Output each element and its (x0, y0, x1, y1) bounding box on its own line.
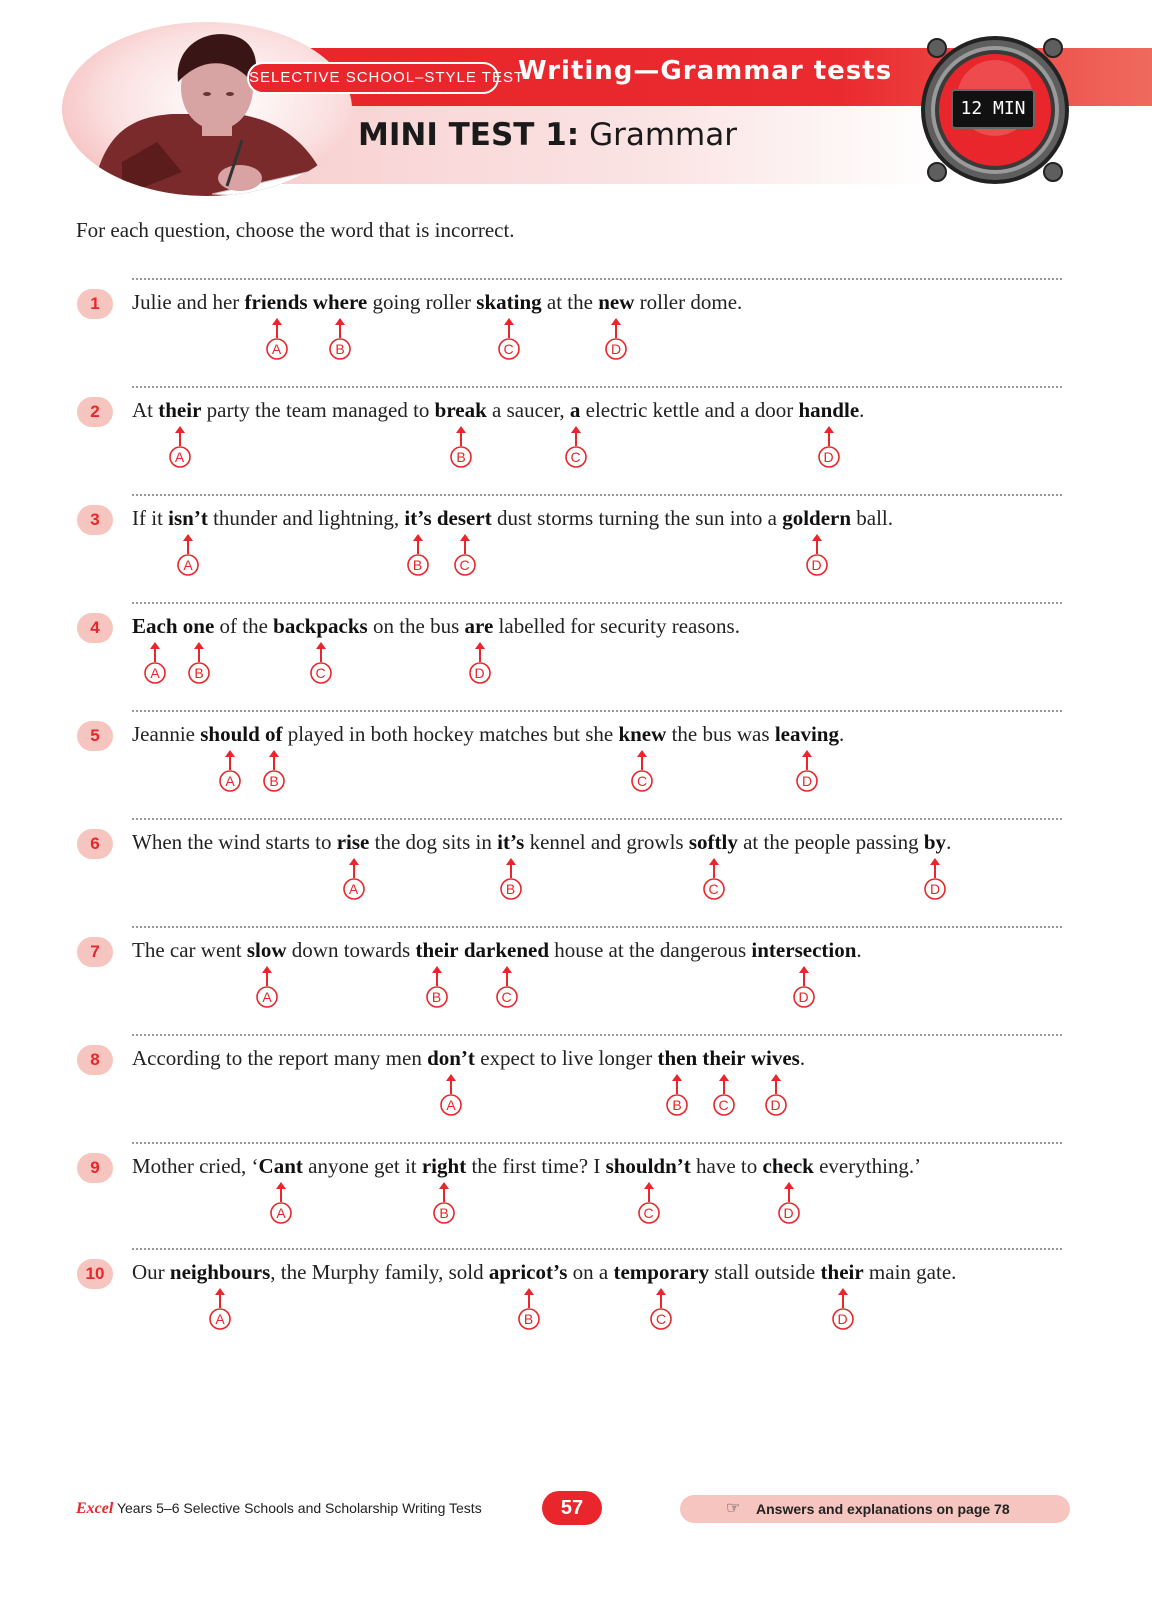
question-item (0, 926, 1152, 1034)
option-word-d[interactable]: wives (750, 1046, 800, 1070)
answers-reference-text: Answers and explanations on page 78 (756, 1501, 1010, 1517)
answer-marker-a[interactable] (177, 534, 201, 594)
sentence-text: everything.’ (813, 1154, 922, 1178)
option-word-a[interactable]: slow (246, 938, 287, 962)
answer-marker-d[interactable] (832, 1288, 856, 1348)
option-word-b[interactable]: then (657, 1046, 698, 1070)
option-letter: C (315, 665, 326, 681)
answer-marker-d[interactable] (605, 318, 629, 378)
option-word-b[interactable]: apricot’s (488, 1260, 568, 1284)
answer-marker-b[interactable] (500, 858, 524, 918)
option-word-c[interactable]: their (702, 1046, 746, 1070)
option-letter: D (811, 557, 822, 573)
dotted-divider (132, 494, 1062, 496)
sentence-text: ball. (851, 506, 894, 530)
dotted-divider (132, 278, 1062, 280)
option-word-b[interactable]: where (312, 290, 368, 314)
question-sentence (132, 827, 951, 857)
question-number: 10 (77, 1259, 113, 1289)
option-letter: C (643, 1205, 654, 1221)
option-word-d[interactable]: intersection (751, 938, 857, 962)
answer-marker-c[interactable] (565, 426, 589, 486)
question-sentence (132, 1151, 921, 1181)
sentence-text: on a (567, 1260, 614, 1284)
dotted-divider (132, 1034, 1062, 1036)
option-word-d[interactable]: goldern (782, 506, 852, 530)
question-item (0, 494, 1152, 602)
boy-writing-photo (62, 22, 352, 196)
answer-marker-c[interactable] (496, 966, 520, 1026)
answer-marker-c[interactable] (703, 858, 727, 918)
sentence-text: Mother cried, ‘ (132, 1154, 259, 1178)
page-number: 57 (542, 1491, 602, 1525)
sentence-text: electric kettle and a door (580, 398, 799, 422)
option-letter: C (503, 341, 514, 357)
option-letter: C (708, 881, 719, 897)
option-letter: A (276, 1205, 286, 1221)
dotted-divider (132, 1142, 1062, 1144)
answer-marker-a[interactable] (144, 642, 168, 702)
sentence-text: , the Murphy family, sold (270, 1260, 489, 1284)
page-title (358, 117, 737, 153)
option-letter: B (194, 665, 204, 681)
sentence-text: the dog sits in (369, 830, 498, 854)
question-item (0, 818, 1152, 926)
option-letter: D (837, 1311, 848, 1327)
option-letter: D (929, 881, 941, 897)
sentence-text: . (799, 1046, 806, 1070)
option-letter: B (672, 1097, 682, 1113)
option-letter: D (610, 341, 622, 357)
option-word-a[interactable]: Cant (258, 1154, 303, 1178)
book-title-text: Years 5–6 Selective Schools and Scholarship Writing Tests (113, 1500, 482, 1516)
question-item (0, 1142, 1152, 1250)
sentence-text: expect to live longer (474, 1046, 658, 1070)
sentence-text: down towards (286, 938, 416, 962)
answer-marker-c[interactable] (498, 318, 522, 378)
option-word-b[interactable]: break (434, 398, 487, 422)
answer-marker-c[interactable] (631, 750, 655, 810)
option-word-c[interactable]: knew (618, 722, 667, 746)
option-letter: C (636, 773, 648, 789)
question-item (0, 602, 1152, 710)
option-word-a[interactable]: rise (336, 830, 370, 854)
option-word-c[interactable]: darkened (463, 938, 550, 962)
sentence-text: on the bus (367, 614, 465, 638)
option-letter: C (459, 557, 470, 573)
sentence-text: house at the dangerous (549, 938, 752, 962)
test-title-rest: Grammar (579, 117, 737, 153)
option-word-c[interactable]: a (569, 398, 581, 422)
option-word-d[interactable]: new (598, 290, 635, 314)
sentence-text: . (856, 938, 862, 962)
book-title (76, 1500, 482, 1518)
sentence-text: of the (214, 614, 274, 638)
question-number: 7 (77, 937, 113, 967)
answer-marker-a[interactable] (343, 858, 367, 918)
option-word-a[interactable]: Each (132, 614, 178, 638)
answer-marker-d[interactable] (765, 1074, 789, 1134)
option-letter: B (431, 989, 442, 1005)
answer-marker-b[interactable] (426, 966, 450, 1026)
sentence-text: kennel and growls (524, 830, 689, 854)
answer-marker-b[interactable] (666, 1074, 690, 1134)
option-word-c[interactable]: skating (476, 290, 542, 314)
question-sentence (132, 935, 862, 965)
sentence-text: anyone get it (302, 1154, 422, 1178)
brand-logo: Excel (76, 1500, 114, 1517)
question-item (0, 1034, 1152, 1142)
sentence-text: thunder and lightning, (207, 506, 405, 530)
option-letter: A (174, 449, 185, 465)
test-title-bold: MINI TEST 1: (358, 117, 580, 153)
answer-marker-c[interactable] (650, 1288, 674, 1348)
option-letter: B (456, 449, 466, 465)
answer-marker-d[interactable] (469, 642, 493, 702)
page-header (0, 0, 1152, 210)
sentence-text: going roller (367, 290, 477, 314)
answer-marker-d[interactable] (793, 966, 817, 1026)
option-letter: D (798, 989, 809, 1005)
question-sentence (132, 1257, 956, 1287)
option-letter: D (823, 449, 834, 465)
dotted-divider (132, 386, 1062, 388)
answer-marker-b[interactable] (450, 426, 474, 486)
sentence-text: main gate. (863, 1260, 957, 1284)
question-sentence (132, 503, 893, 533)
question-item (0, 386, 1152, 494)
option-letter: C (570, 449, 581, 465)
answer-marker-d[interactable] (806, 534, 830, 594)
answer-marker-c[interactable] (310, 642, 334, 702)
option-word-c[interactable]: softly (688, 830, 738, 854)
answer-marker-a[interactable] (219, 750, 243, 810)
answer-marker-a[interactable] (256, 966, 280, 1026)
option-letter: B (523, 1311, 534, 1327)
option-word-a[interactable]: neighbours (169, 1260, 271, 1284)
option-letter: A (271, 341, 282, 357)
option-letter: A (446, 1097, 456, 1113)
timer-label: 12 MIN (960, 98, 1026, 119)
section-title: Writing—Grammar tests (518, 56, 893, 86)
sentence-text: . (859, 398, 865, 422)
option-word-a[interactable]: their (158, 398, 202, 422)
answer-marker-b[interactable] (263, 750, 287, 810)
answers-reference[interactable] (680, 1495, 1070, 1523)
answer-marker-a[interactable] (440, 1074, 464, 1134)
option-letter: B (335, 341, 345, 357)
question-number: 4 (77, 613, 113, 643)
sentence-text: At (132, 398, 159, 422)
sentence-text: a saucer, (486, 398, 570, 422)
sentence-text: at the (541, 290, 599, 314)
option-word-b[interactable]: their (415, 938, 459, 962)
answer-marker-d[interactable] (924, 858, 948, 918)
option-letter: B (412, 557, 423, 573)
sentence-text: the first time? I (466, 1154, 606, 1178)
question-number: 2 (77, 397, 113, 427)
dotted-divider (132, 602, 1062, 604)
answer-marker-d[interactable] (796, 750, 820, 810)
sentence-text: at the people passing (737, 830, 924, 854)
sentence-text: If it (132, 506, 169, 530)
sentence-text: stall outside (709, 1260, 821, 1284)
question-sentence (132, 1043, 805, 1073)
answer-marker-c[interactable] (454, 534, 478, 594)
answer-marker-a[interactable] (169, 426, 193, 486)
option-word-d[interactable]: check (762, 1154, 814, 1178)
option-word-c[interactable]: backpacks (273, 614, 368, 638)
question-item (0, 710, 1152, 818)
sentence-text: Our (132, 1260, 170, 1284)
answer-marker-a[interactable] (266, 318, 290, 378)
question-number: 9 (77, 1153, 113, 1183)
question-number: 5 (77, 721, 113, 751)
option-letter: D (801, 773, 813, 789)
dotted-divider (132, 1248, 1062, 1250)
option-word-a[interactable]: don’t (427, 1046, 475, 1070)
sentence-text: According to the report many men (132, 1046, 428, 1070)
option-letter: C (501, 989, 512, 1005)
option-letter: B (505, 881, 516, 897)
sentence-text: . (838, 722, 845, 746)
option-letter: D (783, 1205, 794, 1221)
answer-marker-c[interactable] (713, 1074, 737, 1134)
question-sentence (132, 719, 844, 749)
answer-marker-b[interactable] (407, 534, 431, 594)
sentence-text: have to (690, 1154, 763, 1178)
sentence-text: the bus was (666, 722, 775, 746)
option-word-d[interactable]: their (820, 1260, 864, 1284)
answer-marker-a[interactable] (209, 1288, 233, 1348)
answer-marker-d[interactable] (778, 1182, 802, 1242)
pointing-hand-icon: ☞ (726, 1500, 741, 1517)
page-footer (0, 1488, 1152, 1538)
instructions: For each question, choose the word that is incorrect. (76, 218, 515, 242)
option-word-a[interactable]: should (200, 722, 260, 746)
dotted-divider (132, 710, 1062, 712)
question-sentence (132, 395, 864, 425)
answer-marker-c[interactable] (638, 1182, 662, 1242)
option-letter: A (262, 989, 272, 1005)
question-number: 1 (77, 289, 113, 319)
option-word-d[interactable]: leaving (774, 722, 839, 746)
question-sentence (132, 611, 740, 641)
dotted-divider (132, 926, 1062, 928)
option-word-b[interactable]: one (182, 614, 215, 638)
option-letter: D (474, 665, 485, 681)
answer-marker-b[interactable] (188, 642, 212, 702)
option-letter: D (770, 1097, 781, 1113)
sentence-text: dust storms turning the sun into a (491, 506, 783, 530)
option-letter: A (150, 665, 160, 681)
sentence-text: roller dome. (634, 290, 743, 314)
answer-marker-b[interactable] (433, 1182, 457, 1242)
question-number: 3 (77, 505, 113, 535)
option-word-b[interactable]: right (421, 1154, 467, 1178)
option-word-c[interactable]: shouldn’t (605, 1154, 691, 1178)
option-letter: C (655, 1311, 667, 1327)
question-item (0, 1248, 1152, 1356)
sentence-text: Jeannie (132, 722, 201, 746)
option-word-d[interactable]: handle (798, 398, 860, 422)
option-word-a[interactable]: friends (244, 290, 308, 314)
option-letter: B (439, 1205, 449, 1221)
option-letter: C (718, 1097, 729, 1113)
sentence-text: When the wind starts to (132, 830, 337, 854)
answer-marker-a[interactable] (270, 1182, 294, 1242)
question-number: 8 (77, 1045, 113, 1075)
option-word-d[interactable]: by (923, 830, 947, 854)
sentence-text: The car went (132, 938, 247, 962)
option-letter: A (348, 881, 359, 897)
option-word-b[interactable]: it’s (497, 830, 525, 854)
option-word-b[interactable]: it’s (404, 506, 432, 530)
question-item (0, 278, 1152, 386)
option-letter: A (215, 1311, 225, 1327)
sentence-text: . (946, 830, 952, 854)
answer-marker-d[interactable] (818, 426, 842, 486)
sentence-text: Julie and her (132, 290, 245, 314)
option-word-c[interactable]: temporary (613, 1260, 710, 1284)
option-letter: A (183, 557, 193, 573)
question-number: 6 (77, 829, 113, 859)
selective-test-pill: SELECTIVE SCHOOL–STYLE TEST (247, 62, 499, 94)
option-word-b[interactable]: of (265, 722, 283, 746)
sentence-text: labelled for security reasons. (493, 614, 740, 638)
option-word-c[interactable]: desert (436, 506, 492, 530)
option-word-a[interactable]: isn’t (168, 506, 208, 530)
answer-marker-b[interactable] (329, 318, 353, 378)
sentence-text: played in both hockey matches but she (282, 722, 619, 746)
question-sentence (132, 287, 742, 317)
answer-marker-b[interactable] (518, 1288, 542, 1348)
option-word-d[interactable]: are (464, 614, 494, 638)
option-letter: A (225, 773, 235, 789)
dotted-divider (132, 818, 1062, 820)
option-letter: B (269, 773, 279, 789)
sentence-text: party the team managed to (201, 398, 435, 422)
